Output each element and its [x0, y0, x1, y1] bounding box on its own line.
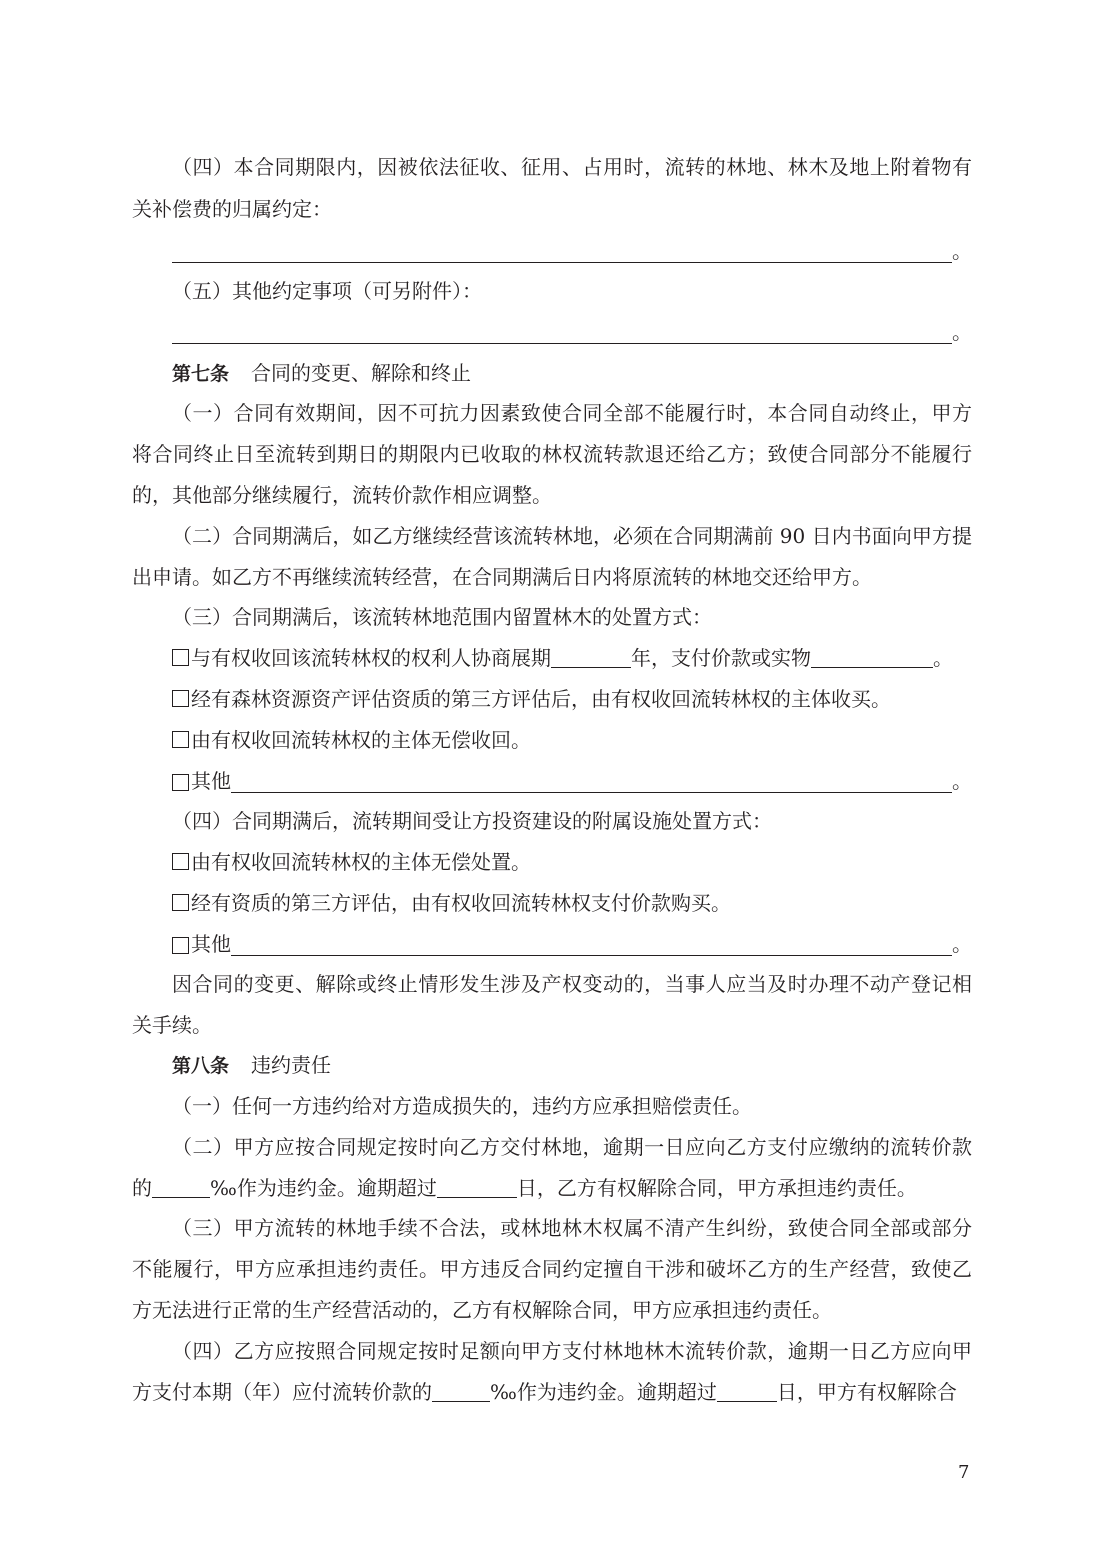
clause-text: 方支付本期（年）应付流转价款的 — [132, 1380, 432, 1404]
option-text: 其他 — [191, 769, 231, 793]
clause-7-4-option1 — [172, 842, 972, 883]
option-text: 年，支付价款或实物 — [631, 646, 811, 670]
period-mark: 。 — [952, 932, 972, 956]
clause-8-2-line2 — [132, 1168, 972, 1209]
period-mark: 。 — [952, 320, 972, 344]
fill-blank-compensation[interactable] — [172, 231, 972, 272]
clause-6-4-line2: 关补偿费的归属约定： — [132, 197, 332, 221]
clause-7-4-text: （四）合同期满后，流转期间受让方投资建设的附属设施处置方式： — [172, 809, 772, 833]
blank-underline[interactable] — [231, 768, 952, 793]
option-text: 由有权收回流转林权的主体无偿收回。 — [191, 728, 531, 752]
clause-8-2-line1: （二）甲方应按合同规定按时向乙方交付林地，逾期一日应向乙方支付应缴纳的流转价款 — [172, 1135, 972, 1159]
clause-text: 日，甲方有权解除合 — [776, 1380, 957, 1404]
checkbox[interactable] — [172, 894, 189, 911]
clause-7-4-option3 — [172, 924, 972, 965]
period-mark: 。 — [952, 769, 972, 793]
clause-text: ‰作为违约金。逾期超过 — [210, 1176, 437, 1200]
clause-text: ‰作为违约金。逾期超过 — [490, 1380, 717, 1404]
blank-days[interactable] — [717, 1377, 777, 1402]
checkbox[interactable] — [172, 649, 189, 666]
clause-7-3-text: （三）合同期满后，该流转林地范围内留置林木的处置方式： — [172, 605, 712, 629]
clause-8-4-line2 — [132, 1372, 972, 1413]
clause-8-1: （一）任何一方违约给对方造成损失的，违约方应承担赔偿责任。 — [172, 1094, 752, 1118]
blank-payment[interactable] — [811, 643, 933, 668]
blank-permille[interactable] — [432, 1377, 490, 1402]
clause-7-1-line2: 将合同终止日至流转到期日的期限内已收取的林权流转款退还给乙方；致使合同部分不能履行 — [132, 442, 972, 466]
clause-7-3-option2 — [172, 679, 972, 720]
blank-underline[interactable] — [172, 238, 952, 263]
clause-text: 的 — [132, 1176, 152, 1200]
article-7-note-line1: 因合同的变更、解除或终止情形发生涉及产权变动的，当事人应当及时办理不动产登记相 — [172, 972, 972, 996]
article-7-heading: 第七条 — [172, 363, 230, 385]
clause-8-3-line2: 不能履行，甲方应承担违约责任。甲方违反合同约定擅自干涉和破坏乙方的生产经营，致使乙 — [132, 1257, 972, 1281]
clause-7-4-option2 — [172, 883, 972, 924]
clause-7-1-line3: 的，其他部分继续履行，流转价款作相应调整。 — [132, 483, 552, 507]
clause-8-3-line3: 方无法进行正常的生产经营活动的，乙方有权解除合同，甲方应承担违约责任。 — [132, 1298, 832, 1322]
clause-6-4-line1: （四）本合同期限内，因被依法征收、征用、占用时，流转的林地、林木及地上附着物有 — [172, 155, 972, 179]
clause-7-3-option3 — [172, 720, 972, 761]
clause-text: 日，乙方有权解除合同，甲方承担违约责任。 — [516, 1176, 917, 1200]
clause-7-1-line1: （一）合同有效期间，因不可抗力因素致使合同全部不能履行时，本合同自动终止，甲方 — [172, 401, 972, 425]
clause-7-2-line2: 出申请。如乙方不再继续流转经营，在合同期满后日内将原流转的林地交还给甲方。 — [132, 565, 872, 589]
article-8-heading: 第八条 — [172, 1055, 230, 1077]
option-text: 经有资质的第三方评估，由有权收回流转林权支付价款购买。 — [191, 891, 731, 915]
clause-7-3-option4 — [172, 761, 972, 802]
article-7-heading-line — [172, 353, 972, 394]
clause-8-4-line1: （四）乙方应按照合同规定按时足额向甲方支付林地林木流转价款，逾期一日乙方应向甲 — [172, 1339, 972, 1363]
article-8-heading-line — [172, 1045, 972, 1086]
blank-permille[interactable] — [152, 1173, 210, 1198]
fill-blank-other-matters[interactable] — [172, 312, 972, 353]
checkbox[interactable] — [172, 731, 189, 748]
blank-days[interactable] — [437, 1173, 517, 1198]
clause-7-3-option1 — [172, 638, 972, 679]
checkbox[interactable] — [172, 690, 189, 707]
option-text: 经有森林资源资产评估资质的第三方评估后，由有权收回流转林权的主体收买。 — [191, 687, 891, 711]
checkbox[interactable] — [172, 774, 189, 791]
clause-8-3-line1: （三）甲方流转的林地手续不合法，或林地林木权属不清产生纠纷，致使合同全部或部分 — [172, 1216, 972, 1240]
article-7-note-line2: 关手续。 — [132, 1013, 212, 1037]
clause-6-5-line1: （五）其他约定事项（可另附件）： — [172, 279, 482, 303]
option-text: 由有权收回流转林权的主体无偿处置。 — [191, 850, 531, 874]
article-7-title: 合同的变更、解除和终止 — [251, 361, 472, 385]
option-text: 其他 — [191, 932, 231, 956]
blank-underline[interactable] — [231, 931, 952, 956]
option-text: 与有权收回该流转林权的权利人协商展期 — [191, 646, 551, 670]
blank-years[interactable] — [551, 643, 631, 668]
period-mark: 。 — [952, 239, 972, 263]
checkbox[interactable] — [172, 937, 189, 954]
page-number: 7 — [958, 1462, 970, 1483]
blank-underline[interactable] — [172, 319, 952, 344]
checkbox[interactable] — [172, 853, 189, 870]
article-8-title: 违约责任 — [251, 1053, 332, 1077]
clause-7-2-line1: （二）合同期满后，如乙方继续经营该流转林地，必须在合同期满前 90 日内书面向甲方提 — [172, 524, 972, 548]
period-mark: 。 — [933, 646, 953, 670]
